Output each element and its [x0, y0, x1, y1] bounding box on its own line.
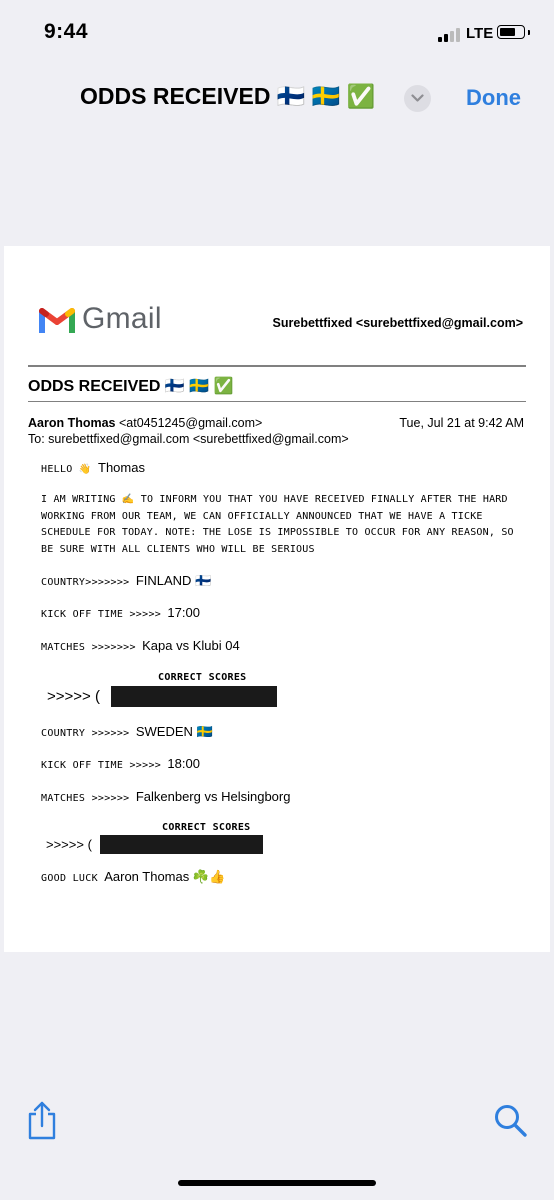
done-button[interactable]: Done — [466, 85, 521, 110]
kickoff-line-1 — [41, 605, 200, 620]
gmail-logo — [39, 302, 162, 336]
greeting-name: Thomas — [98, 460, 145, 475]
chevron-down-icon — [411, 94, 424, 103]
account-header: Surebettfixed <surebettfixed@gmail.com> — [272, 316, 523, 330]
country-line-1 — [41, 573, 211, 589]
greeting-prefix: HELLO 👋 — [41, 464, 92, 475]
title-menu-button[interactable] — [404, 85, 431, 112]
scores-heading-1: CORRECT SCORES — [158, 672, 247, 683]
home-indicator — [178, 1180, 376, 1186]
sender-line — [28, 416, 262, 430]
redaction-bar-2 — [100, 835, 263, 854]
sender-email[interactable]: <at0451245@gmail.com> — [119, 416, 263, 430]
divider-top — [28, 365, 526, 367]
search-button[interactable] — [493, 1103, 529, 1139]
signal-icon — [438, 28, 466, 42]
matches-value-2: Falkenberg vs Helsingborg — [135, 789, 291, 804]
status-bar — [0, 0, 554, 66]
recipient-line: To: surebettfixed@gmail.com <surebettfixed@gmail.com> — [28, 432, 349, 446]
country-value-1: FINLAND 🇫🇮 — [135, 573, 212, 588]
divider-subject — [28, 401, 526, 402]
kickoff-line-2 — [41, 756, 200, 771]
status-time: 9:44 — [44, 20, 89, 43]
battery-tip — [528, 30, 530, 35]
kickoff-value-2: 18:00 — [167, 756, 200, 771]
matches-line-1 — [41, 638, 240, 653]
matches-label-1: MATCHES >>>>>>> — [41, 642, 136, 653]
search-icon — [493, 1103, 529, 1139]
matches-line-2 — [41, 789, 290, 804]
scores-prefix-2: >>>>> ( — [46, 837, 92, 852]
email-date: Tue, Jul 21 at 9:42 AM — [399, 416, 524, 430]
battery-icon — [497, 25, 525, 39]
email-subject: ODDS RECEIVED 🇫🇮 🇸🇪 ✅ — [28, 378, 234, 395]
sender-name: Aaron Thomas — [28, 416, 116, 430]
kickoff-label-2: KICK OFF TIME >>>>> — [41, 760, 162, 771]
kickoff-value-1: 17:00 — [167, 605, 200, 620]
signoff-prefix: GOOD LUCK — [41, 873, 98, 884]
scores-heading-2: CORRECT SCORES — [162, 822, 251, 833]
gmail-logo-text: Gmail — [82, 302, 162, 335]
country-label-2: COUNTRY >>>>>> — [41, 728, 130, 739]
scores-prefix-1: >>>>> ( — [47, 688, 100, 705]
country-value-2: SWEDEN 🇸🇪 — [135, 724, 213, 739]
share-button[interactable] — [26, 1100, 58, 1142]
redaction-bar-1 — [111, 686, 277, 707]
matches-label-2: MATCHES >>>>>> — [41, 793, 130, 804]
share-icon — [26, 1100, 58, 1142]
message-paragraph: I AM WRITING ✍️ TO INFORM YOU THAT YOU HAVE RECEIVED FINALLY AFTER THE HARD WORKING FROM OUR TEAM, WE CAN OFFICIALLY ANNOUNCED THAT WE HAVE A TICKE SCHEDULE FOR TODAY. NOTE: THE LOSE IS IMPOSSIBLE TO OCCUR FOR ANY REASON, SO BE SURE WITH ALL CLIENTS WHO WILL BE SERIOUS — [41, 494, 514, 555]
signoff-name: Aaron Thomas ☘️👍 — [104, 869, 226, 884]
country-line-2 — [41, 724, 213, 740]
nav-title: ODDS RECEIVED 🇫🇮 🇸🇪 ✅ — [80, 83, 376, 109]
gmail-icon — [39, 306, 75, 333]
kickoff-label-1: KICK OFF TIME >>>>> — [41, 609, 162, 620]
matches-value-1: Kapa vs Klubi 04 — [142, 638, 240, 653]
country-label-1: COUNTRY>>>>>>> — [41, 577, 130, 588]
signoff — [41, 869, 225, 885]
greeting — [41, 460, 145, 475]
network-label: LTE — [466, 25, 494, 42]
email-document — [4, 246, 550, 952]
